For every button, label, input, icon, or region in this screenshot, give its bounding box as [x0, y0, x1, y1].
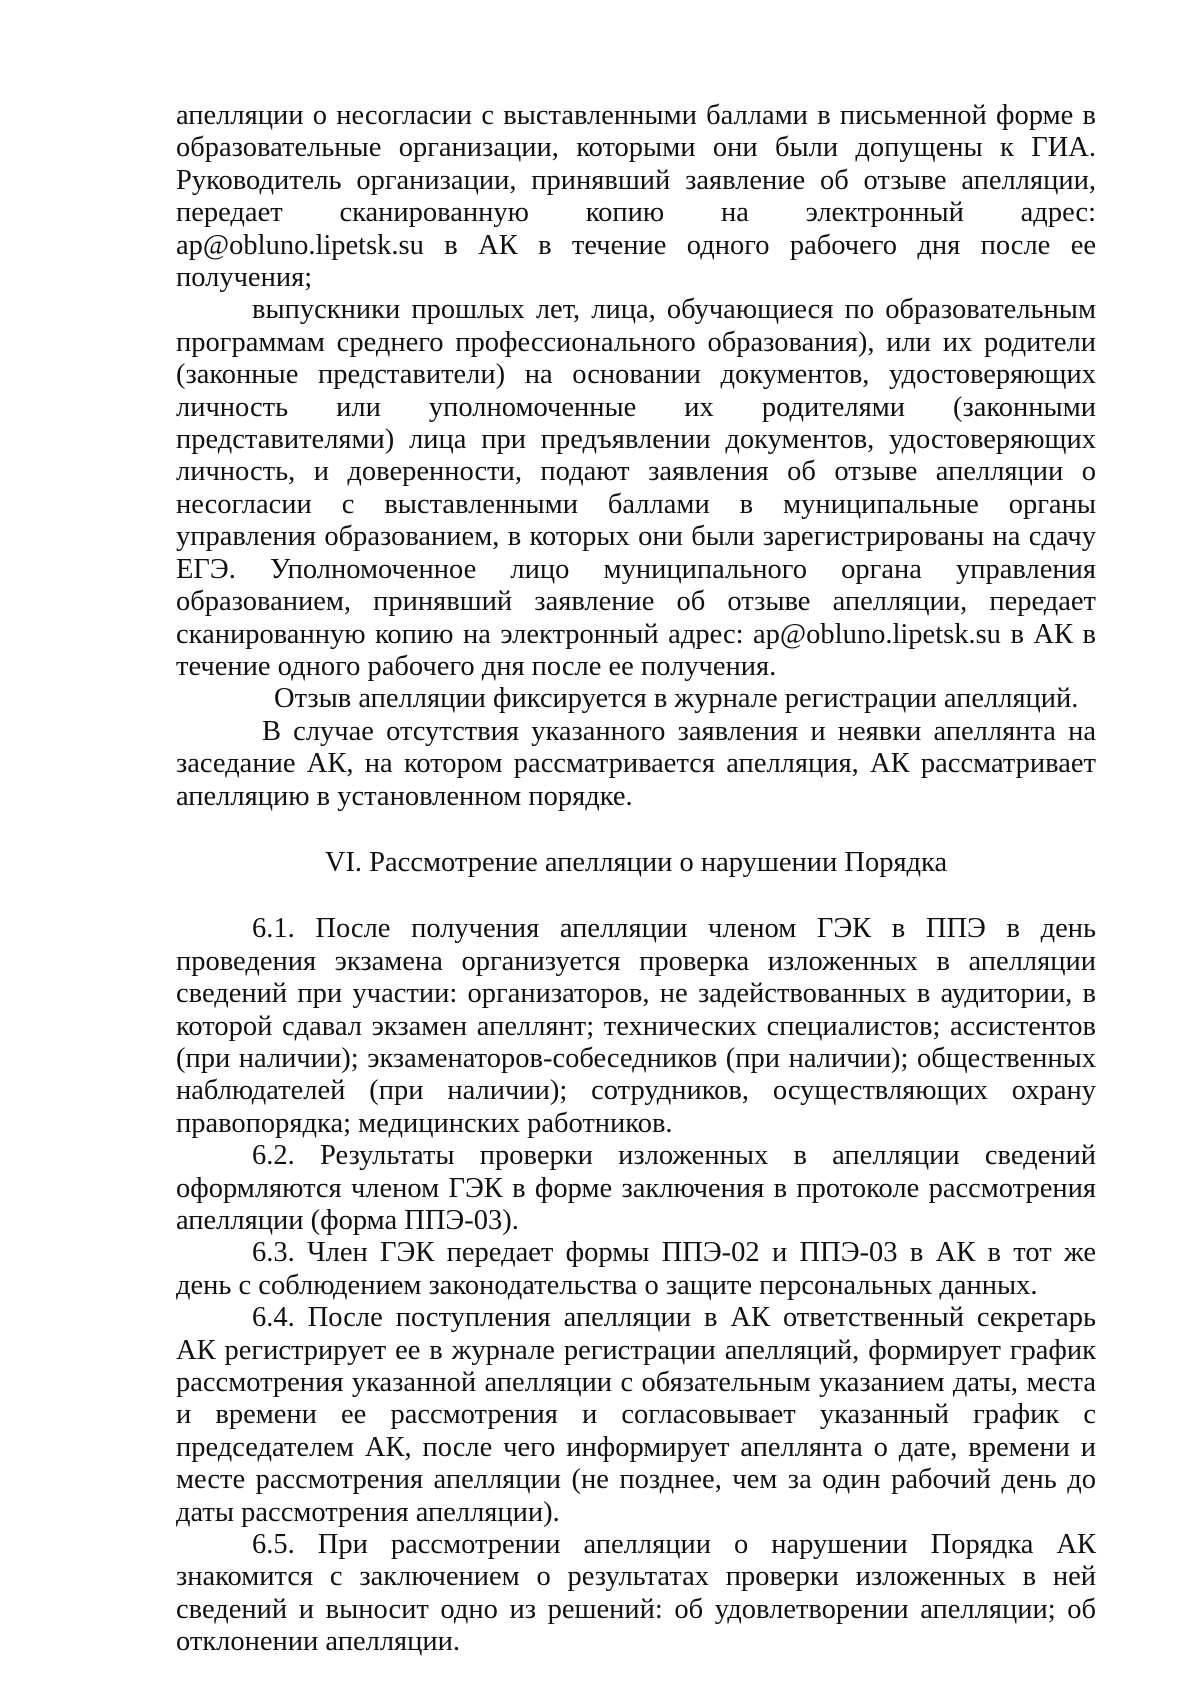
- paragraph-6-2: 6.2. Результаты проверки изложенных в апелляции сведений оформляются членом ГЭК в форме заключения в протоколе рассмотрения апелляции (форма ППЭ-03).: [176, 1140, 1096, 1236]
- paragraph-6-1: 6.1. После получения апелляции членом ГЭК в ППЭ в день проведения экзамена организуется проверка изложенных в апелляции сведений при участии: организаторов, не задействованных в аудитории, в которой сдавал экзамен апеллянт; технических специалистов; ассистентов (при наличии); экзаменаторов-собеседников (при наличии); общественных наблюдателей (при наличии); сотрудников, осуществляющих охрану правопорядка; медицинских работников.: [176, 913, 1096, 1139]
- paragraph-withdrawal-registration: Отзыв апелляции фиксируется в журнале регистрации апелляций.: [274, 683, 1079, 715]
- section-heading: VI. Рассмотрение апелляции о нарушении Порядка: [324, 846, 948, 878]
- paragraph-withdrawal-past-graduates: выпускники прошлых лет, лица, обучающиеся по образовательным программам среднего профессионального образования), или их родители (законные представители) на основании документов, удостоверяющих личность или уполномоченные их родителями (законными представителями) лица при предъявлении документов, удостоверяющих личность, и доверенности, подают заявления об отзыве апелляции о несогласии с выставленными баллами в муниципальные органы управления образованием, в которых они были зарегистрированы на сдачу ЕГЭ. Уполномоченное лицо муниципального органа управления образованием, принявший заявление об отзыве апелляции, передает сканированную копию на электронный адрес: ap@obluno.lipetsk.su в АК в течение одного рабочего дня после ее получения.: [176, 294, 1096, 682]
- paragraph-6-4: 6.4. После поступления апелляции в АК ответственный секретарь АК регистрирует ее в журнале регистрации апелляций, формирует график рассмотрения указанной апелляции с обязательным указанием даты, места и времени ее рассмотрения и согласовывает указанный график с председателем АК, после чего информирует апеллянта о дате, времени и месте рассмотрения апелляции (не позднее, чем за один рабочий день до даты рассмотрения апелляции).: [176, 1302, 1096, 1528]
- paragraph-absence-case: В случае отсутствия указанного заявления и неявки апеллянта на заседание АК, на котором рассматривается апелляция, АК рассматривает апелляцию в установленном порядке.: [176, 715, 1096, 812]
- paragraph-withdrawal-school-graduates: апелляции о несогласии с выставленными баллами в письменной форме в образовательные организации, которыми они были допущены к ГИА. Руководитель организации, принявший заявление об отзыве апелляции, передает сканированную копию на электронный адрес: ap@obluno.lipetsk.su в АК в течение одного рабочего дня после ее получения;: [176, 100, 1096, 294]
- paragraph-6-3: 6.3. Член ГЭК передает формы ППЭ-02 и ППЭ-03 в АК в тот же день с соблюдением законодательства о защите персональных данных.: [176, 1237, 1096, 1301]
- paragraph-6-5: 6.5. При рассмотрении апелляции о нарушении Порядка АК знакомится с заключением о результатах проверки изложенных в ней сведений и выносит одно из решений: об удовлетворении апелляции; об отклонении апелляции.: [176, 1529, 1096, 1658]
- document-body: [176, 100, 1096, 1659]
